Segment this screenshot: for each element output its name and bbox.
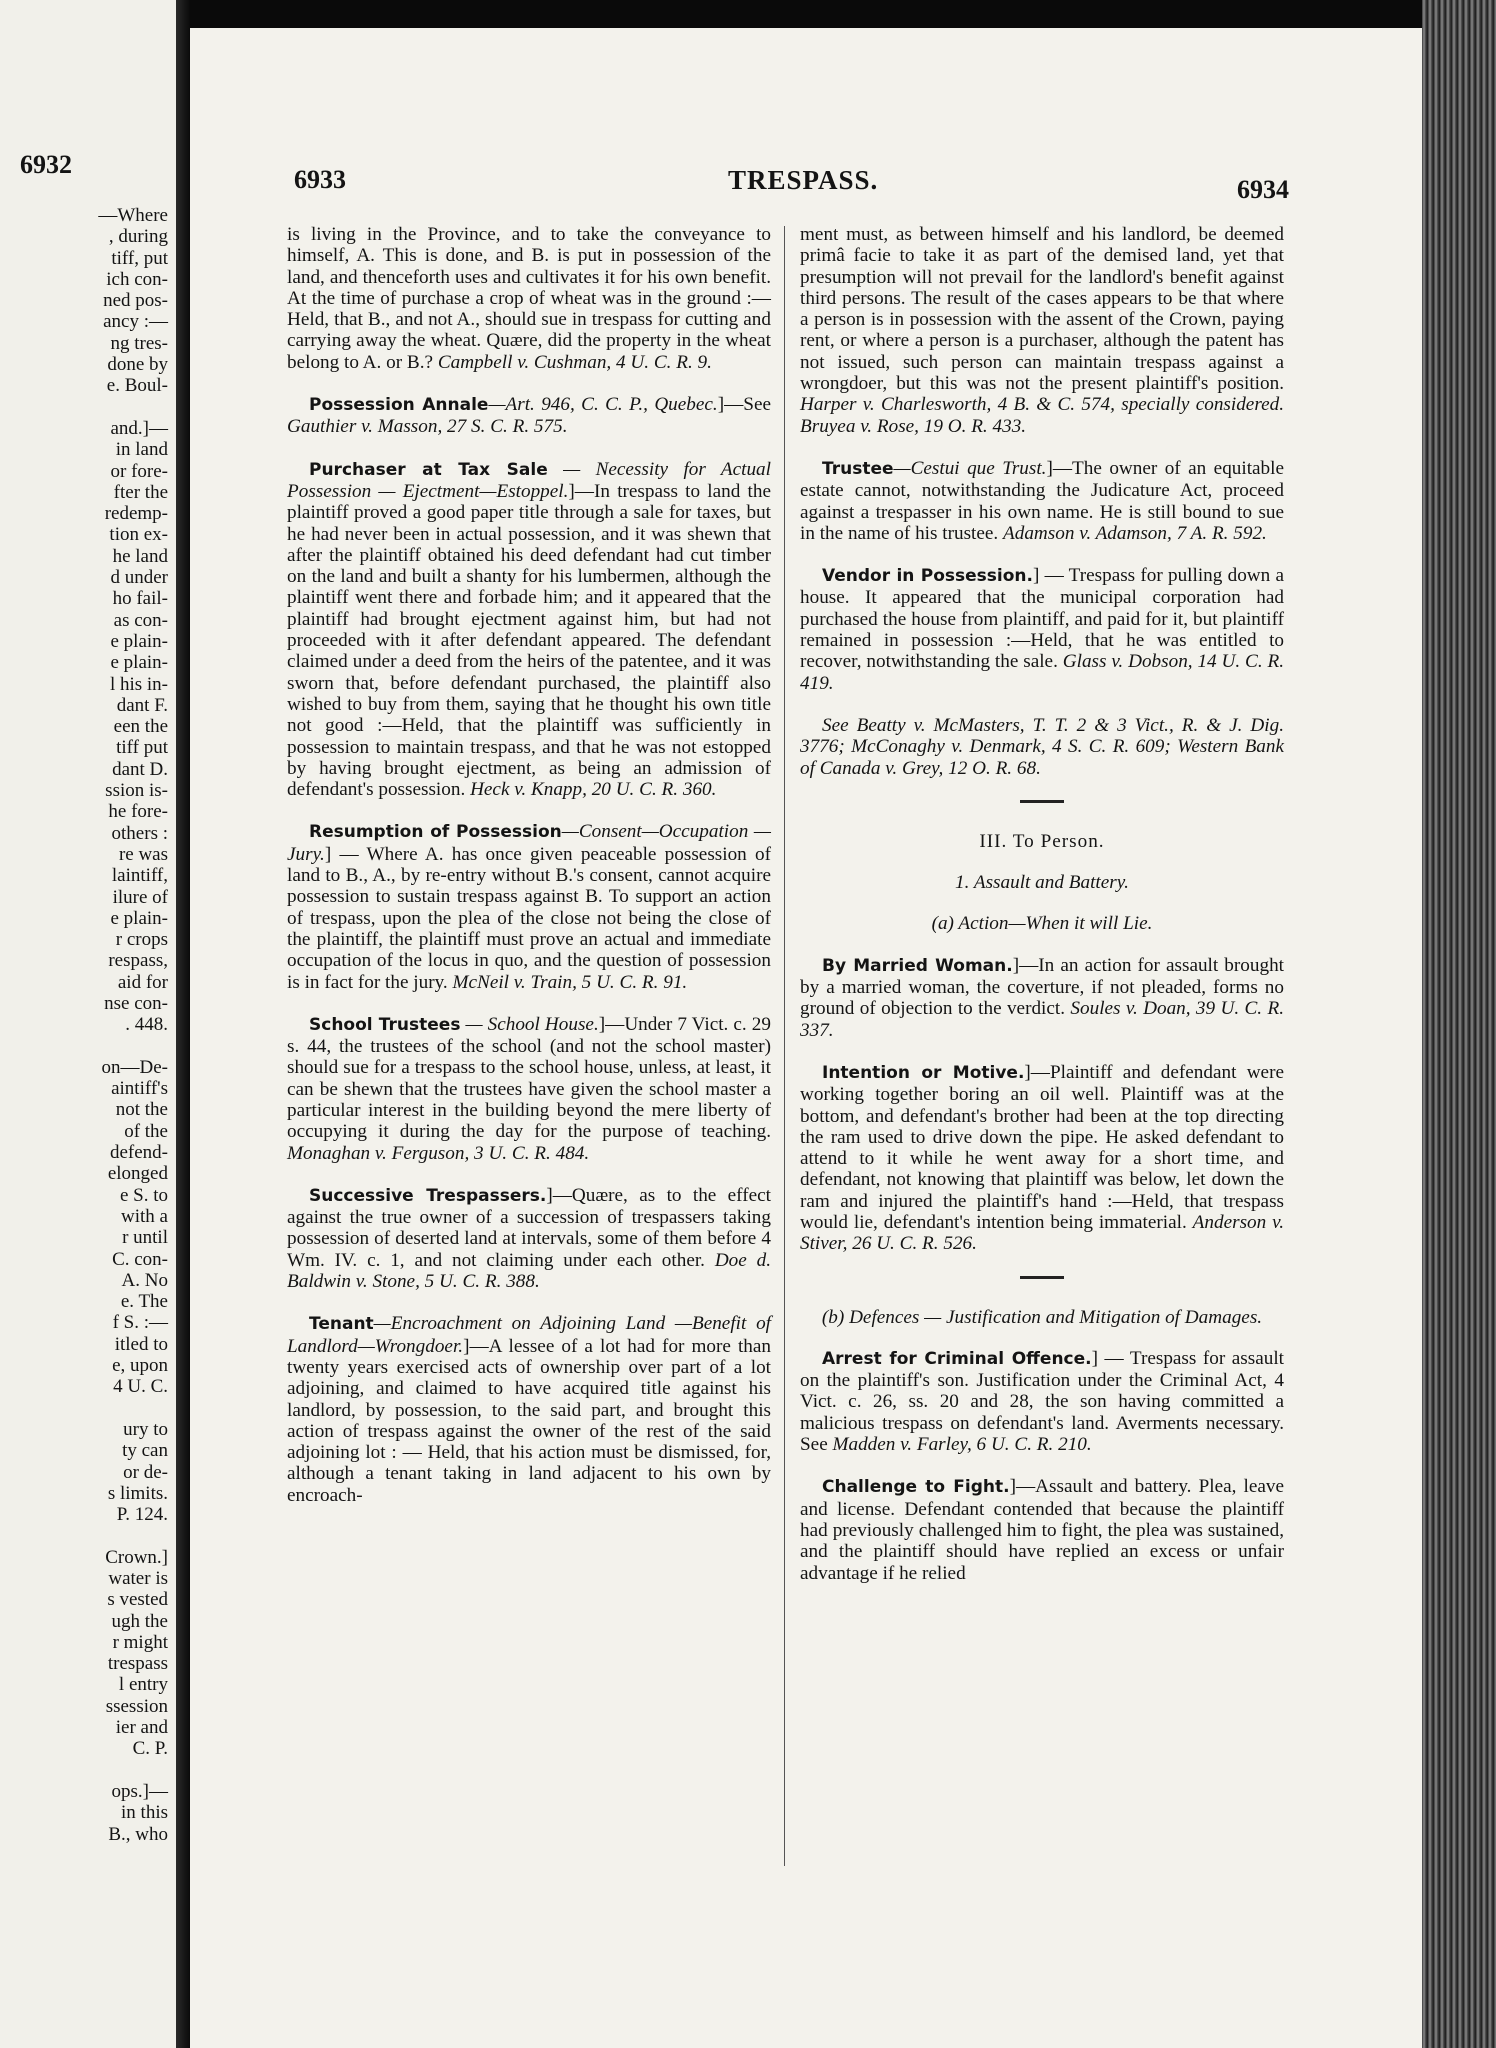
left-page-number: 6933 [294,165,346,194]
prev-page-line: fter the [113,481,168,503]
prev-page-line: l his in- [109,673,168,695]
entry-purchaser-tax-sale: Purchaser at Tax Sale — Necessity for Actual Possession — Ejectment—Estoppel.]—In trespass to land the plaintiff proved a good paper title through a sale for taxes, but he had never been in actual possession, and it was shewn that after the plaintiff obtained his deed defendant had cut timber on the land and built a shanty for his lumbermen, although the plaintiff went there and forbade him; and it appeared that the plaintiff had brought ejectment against him, but had not proceeded with it after defendant appeared. The defendant claimed under a deed from the heirs of the patentee, and it was sworn that, before defendant purchased, the plaintiff also wished to buy from them, saying that he thought his own title not good :—Held, that the plaintiff was sufficiently in possession to maintain trespass, and that he was not estopped by having brought ejectment, as being an admission of defendant's possession. Heck v. Knapp, 20 U. C. R. 360. [287,458,771,801]
prev-page-line: e plain- [110,652,168,674]
prev-page-line: l entry [118,1674,168,1696]
prev-page-line: ier and [115,1717,168,1739]
prev-page-line: e. Boul- [106,375,168,397]
entry-resumption-possession: Resumption of Possession—Consent—Occupation — Jury.] — Where A. has once given peaceable possession of land to B., A., by re-entry without B.'s consent, cannot acquire possession to sustain trespass against B. To support an action of trespass, upon the plea of the close not being the close of the plaintiff, the plaintiff must prove an actual and immediate occupation of the locus in quo, and the question of possession is in fact for the jury. McNeil v. Train, 5 U. C. R. 91. [287,821,771,993]
right-column [800,224,1284,1605]
prev-page-line: trespass [107,1653,168,1675]
section-rule [1020,1276,1064,1279]
prev-page-line: A. No [121,1269,168,1291]
section-heading: III. To Person. [979,830,1105,852]
column-divider [784,226,785,1866]
prev-page-line: ops.]— [111,1780,168,1802]
prev-page-line: ssession [105,1695,168,1717]
previous-page [0,0,176,2048]
entry-trustee: Trustee—Cestui que Trust.]—The owner of an equitable estate cannot, notwithstanding the Judicature Act, proceed against a trespasser in his own name. He is still bound to sue in the name of his trustee. Adamson v. Adamson, 7 A. R. 592. [800,457,1284,544]
prev-page-line: e. The [120,1291,168,1313]
prev-page-line: re was [118,843,168,865]
prev-page-line: tion ex- [109,524,168,546]
prev-page-line: he fore- [108,801,168,823]
see-also-references: See Beatty v. McMasters, T. T. 2 & 3 Vict., R. & J. Dig. 3776; McConaghy v. Denmark, 4 S. C. R. 609; Western Bank of Canada v. Grey, 12 O. R. 68. [800,714,1284,779]
entry-challenge-fight: Challenge to Fight.]—Assault and battery. Plea, leave and license. Defendant contended that because the plaintiff had previously challenged him to fight, the plea was sustained, and the plaintiff should have replied an excess or unfair advantage if he relied [800,1476,1284,1584]
prev-page-line [0,397,168,418]
prev-page-line: ich con- [106,268,168,290]
prev-page-line: —Where [98,205,168,226]
entry-tenant: Tenant—Encroachment on Adjoining Land —Benefit of Landlord—Wrongdoer.]—A lessee of a lot had for more than twenty years exercised acts of ownership over part of a lot adjoining, and claimed to have acquired title against his landlord, by possession, to the said part, and brought this action of trespass against the owner of the rest of the said adjoining lot : — Held, that his action must be dismissed, for, although a tenant taking in land adjacent to his own by encroach- [287,1313,771,1506]
sub-heading: 1. Assault and Battery. [955,872,1129,894]
prev-page-line: , during [108,226,168,248]
paragraph: is living in the Province, and to take the conveyance to himself, A. This is done, and B. is put in possession of the land, and thenceforth uses and cultivates it for his own benefit. At the time of purchase a crop of wheat was in the ground :—Held, that B., and not A., should sue in trespass for cutting and carrying away the wheat. Quære, did the property in the wheat belong to A. or B.? Campbell v. Cushman, 4 U. C. R. 9. [287,224,771,373]
prev-page-line: done by [107,354,168,376]
prev-page-line: ned pos- [103,290,168,312]
prev-page-line: B., who [108,1823,168,1845]
prev-page-line: ury to [123,1418,168,1440]
prev-page-line: r until [122,1227,168,1249]
prev-page-line: redemp- [104,503,168,525]
prev-page-line: . 448. [125,1014,168,1036]
prev-page-line: e plain- [110,907,168,929]
prev-page-line: dant F. [116,694,168,716]
prev-page-line: defend- [109,1142,168,1164]
sub-sub-heading: (a) Action—When it will Lie. [931,913,1153,935]
prev-page-line: aintiff's [111,1078,168,1100]
prev-page-line: with a [121,1205,168,1227]
entry-married-woman: By Married Woman.]—In an action for assault brought by a married woman, the coverture, if not pleaded, forms no ground of objection to the verdict. Soules v. Doan, 39 U. C. R. 337. [800,954,1284,1041]
prev-page-line: he land [112,545,168,567]
prev-page-line [0,1036,168,1057]
paragraph: ment must, as between himself and his landlord, be deemed primâ facie to take it as part of the demised land, yet that presumption will not prevail for the landlord's benefit against third persons. The result of the cases appears to be that where a person is in possession with the assent of the Crown, paying rent, or where a person is a purchaser, although the patent has not issued, such person can maintain trespass against a wrongdoer, but this was not the present plaintiff's position. Harper v. Charlesworth, 4 B. & C. 574, specially considered. Bruyea v. Rose, 19 O. R. 433. [800,224,1284,437]
prev-page-line [0,1398,168,1419]
book-gutter [176,0,190,2048]
prev-page-line: itled to [114,1333,168,1355]
prev-page-line [0,1525,168,1546]
prev-page-line: or de- [123,1461,168,1483]
prev-page-line: 4 U. C. [113,1376,168,1398]
entry-school-trustees: School Trustees — School House.]—Under 7 Vict. c. 29 s. 44, the trustees of the school (and not the school master) should sue for a trespass to the school house, unless, at least, it can be shewn that the trustees have given the school master a particular interest in the building beyond the mere liberty of occupying it during the day for the purpose of teaching. Monaghan v. Ferguson, 3 U. C. R. 484. [287,1013,771,1164]
running-title: TRESPASS. [728,165,879,195]
prev-page-line: s limits. [107,1482,168,1504]
prev-page-line: respass, [108,950,168,972]
prev-page-line: others : [111,822,168,844]
prev-page-line: of the [124,1120,168,1142]
prev-page-line: not the [115,1099,168,1121]
prev-page-line: tiff put [116,737,168,759]
entry-successive-trespassers: Successive Trespassers.]—Quære, as to the effect against the true owner of a succession of trespassers taking possession of deserted land at intervals, some of them before 4 Wm. IV. c. 1, and not claiming under each other. Doe d. Baldwin v. Stone, 5 U. C. R. 388. [287,1184,772,1293]
prev-page-line: and.]— [110,417,168,439]
prev-page-line: tiff, put [111,247,168,269]
prev-page-line: ilure of [112,886,168,908]
prev-page-line: een the [113,716,168,738]
prev-page-line: C. con- [112,1248,168,1270]
prev-page-line: in land [115,439,168,461]
prev-page-line: laintiff, [111,865,168,887]
prev-page-line: r might [112,1631,168,1653]
prev-page-line: e, upon [112,1355,168,1377]
defences-heading: (b) Defences — Justification and Mitigation of Damages. [821,1306,1263,1328]
prev-page-line: ty can [122,1440,168,1462]
prev-page-text [0,205,168,1845]
prev-page-line: s vested [107,1589,168,1611]
entry-possession-annale: Possession Annale—Art. 946, C. C. P., Quebec.]—See Gauthier v. Masson, 27 S. C. R. 575. [287,394,771,438]
prev-page-line: ugh the [111,1610,168,1632]
prev-page-line: or fore- [110,460,168,482]
prev-page-line: C. P. [132,1738,168,1760]
prev-page-line: in this [121,1802,168,1824]
prev-page-line: P. 124. [116,1504,168,1526]
prev-page-line: water is [108,1568,168,1589]
prev-page-line: on—De- [101,1056,168,1078]
prev-page-line: as con- [113,609,168,631]
prev-page-line: ng tres- [110,332,168,354]
prev-page-line [0,1760,168,1781]
prev-page-line: Crown.] [105,1546,168,1568]
prev-page-line: f S. :— [112,1312,168,1334]
prev-page-line: ancy :— [103,311,168,333]
page-edges [1422,0,1496,2048]
prev-page-line: elonged [107,1163,168,1185]
prev-page-line: aid for [117,971,168,993]
prev-page-number: 6932 [20,150,72,179]
prev-page-line: ho fail- [112,588,168,610]
entry-intention-motive: Intention or Motive.]—Plaintiff and defendant were working together boring an oil well. Plaintiff was at the bottom, and defendant's brother had been at the top directing the ram used to drive down the pipe. He asked defendant to attend to it while he went away for a short time, and defendant, not knowing that plaintiff was below, let down the ram and injured the plaintiff's hand :—Held, that trespass would lie, defendant's intention being immaterial. Anderson v. Stiver, 26 U. C. R. 526. [800,1061,1285,1255]
section-rule [1020,800,1064,803]
prev-page-line: dant D. [112,758,168,780]
prev-page-line: nse con- [104,992,168,1014]
prev-page-line: r crops [115,929,168,951]
entry-arrest-criminal: Arrest for Criminal Offence.] — Trespass for assault on the plaintiff's son. Justification under the Criminal Act, 4 Vict. c. 26, ss. 20 and 28, the son having committed a malicious trespass on defendant's land. Averments necessary. See Madden v. Farley, 6 U. C. R. 210. [800,1347,1284,1456]
entry-vendor-possession: Vendor in Possession.] — Trespass for pulling down a house. It appeared that the municipal corporation had purchased the house from plaintiff, and paid for it, but plaintiff remained in possession :—Held, that he was entitled to recover, notwithstanding the sale. Glass v. Dobson, 14 U. C. R. 419. [800,565,1285,694]
prev-page-line: d under [110,567,168,589]
left-column [287,224,771,1527]
prev-page-line: e plain- [110,630,168,652]
prev-page-line: e S. to [119,1184,168,1206]
prev-page-line: ssion is- [105,780,168,802]
right-page-number: 6934 [1237,175,1289,204]
